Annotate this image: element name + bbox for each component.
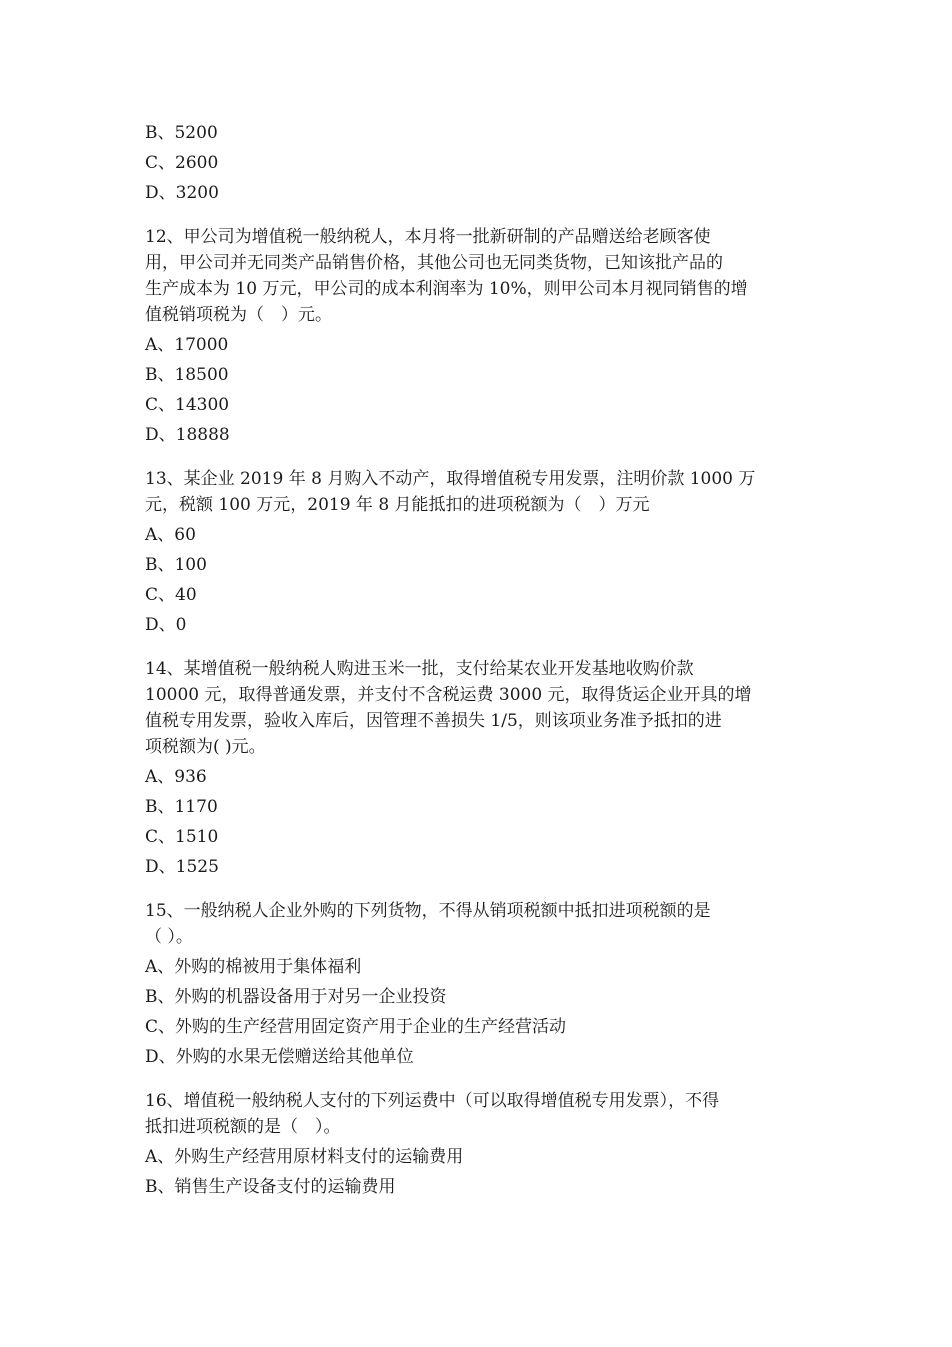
option-item: D、18888 — [145, 425, 230, 445]
option-item: B、外购的机器设备用于对另一企业投资 — [145, 987, 447, 1007]
question-12 — [145, 224, 815, 450]
option-item: C、14300 — [145, 395, 230, 415]
option-item: D、外购的水果无偿赠送给其他单位 — [145, 1047, 414, 1067]
option-item: A、外购生产经营用原材料支付的运输费用 — [145, 1147, 464, 1167]
option-item: B、5200 — [145, 123, 218, 143]
question-13 — [145, 466, 815, 640]
question-line: （ ）。 — [145, 927, 193, 947]
question-line: 项税额为( )元。 — [145, 737, 266, 757]
question-line: 值税销项税为（ ）元。 — [145, 305, 332, 325]
option-item: A、外购的棉被用于集体福利 — [145, 957, 362, 977]
question-16 — [145, 1088, 815, 1202]
question-stem — [145, 224, 815, 328]
option-item: B、销售生产设备支付的运输费用 — [145, 1177, 396, 1197]
option-item: B、18500 — [145, 365, 229, 385]
option-item: A、17000 — [145, 335, 229, 355]
question-line: 用，甲公司并无同类产品销售价格，其他公司也无同类货物，已知该批产品的 — [145, 253, 723, 273]
question-stem — [145, 898, 815, 950]
option-item: C、外购的生产经营用固定资产用于企业的生产经营活动 — [145, 1017, 567, 1037]
question-line: 16、增值税一般纳税人支付的下列运费中（可以取得增值税专用发票），不得 — [145, 1091, 720, 1111]
question-line: 生产成本为 10 万元，甲公司的成本利润率为 10%，则甲公司本月视同销售的增 — [145, 279, 748, 299]
question-stem — [145, 466, 815, 518]
option-item: D、0 — [145, 615, 187, 635]
question-line: 12、甲公司为增值税一般纳税人，本月将一批新研制的产品赠送给老顾客使 — [145, 227, 711, 247]
question-15 — [145, 898, 815, 1072]
question-line: 10000 元，取得普通发票，并支付不含税运费 3000 元，取得货运企业开具的增 — [145, 685, 752, 705]
question-line: 14、某增值税一般纳税人购进玉米一批，支付给某农业开发基地收购价款 — [145, 659, 694, 679]
option-item: C、40 — [145, 585, 197, 605]
question-line: 值税专用发票，验收入库后，因管理不善损失 1/5，则该项业务准予抵扣的进 — [145, 711, 722, 731]
option-item: D、1525 — [145, 857, 219, 877]
document-page — [145, 118, 815, 1202]
option-item: A、60 — [145, 525, 196, 545]
question-14 — [145, 656, 815, 882]
option-item: C、2600 — [145, 153, 219, 173]
question-11-options — [145, 118, 815, 208]
option-item: B、1170 — [145, 797, 218, 817]
question-line: 元，税额 100 万元，2019 年 8 月能抵扣的进项税额为（ ）万元 — [145, 495, 650, 515]
question-stem — [145, 656, 815, 760]
question-line: 15、一般纳税人企业外购的下列货物，不得从销项税额中抵扣进项税额的是 — [145, 901, 711, 921]
question-line: 13、某企业 2019 年 8 月购入不动产，取得增值税专用发票，注明价款 1000 万 — [145, 469, 756, 489]
option-item: D、3200 — [145, 183, 219, 203]
question-stem — [145, 1088, 815, 1140]
question-line: 抵扣进项税额的是（ ）。 — [145, 1117, 341, 1137]
option-item: C、1510 — [145, 827, 219, 847]
option-item: B、100 — [145, 555, 207, 575]
option-item: A、936 — [145, 767, 207, 787]
